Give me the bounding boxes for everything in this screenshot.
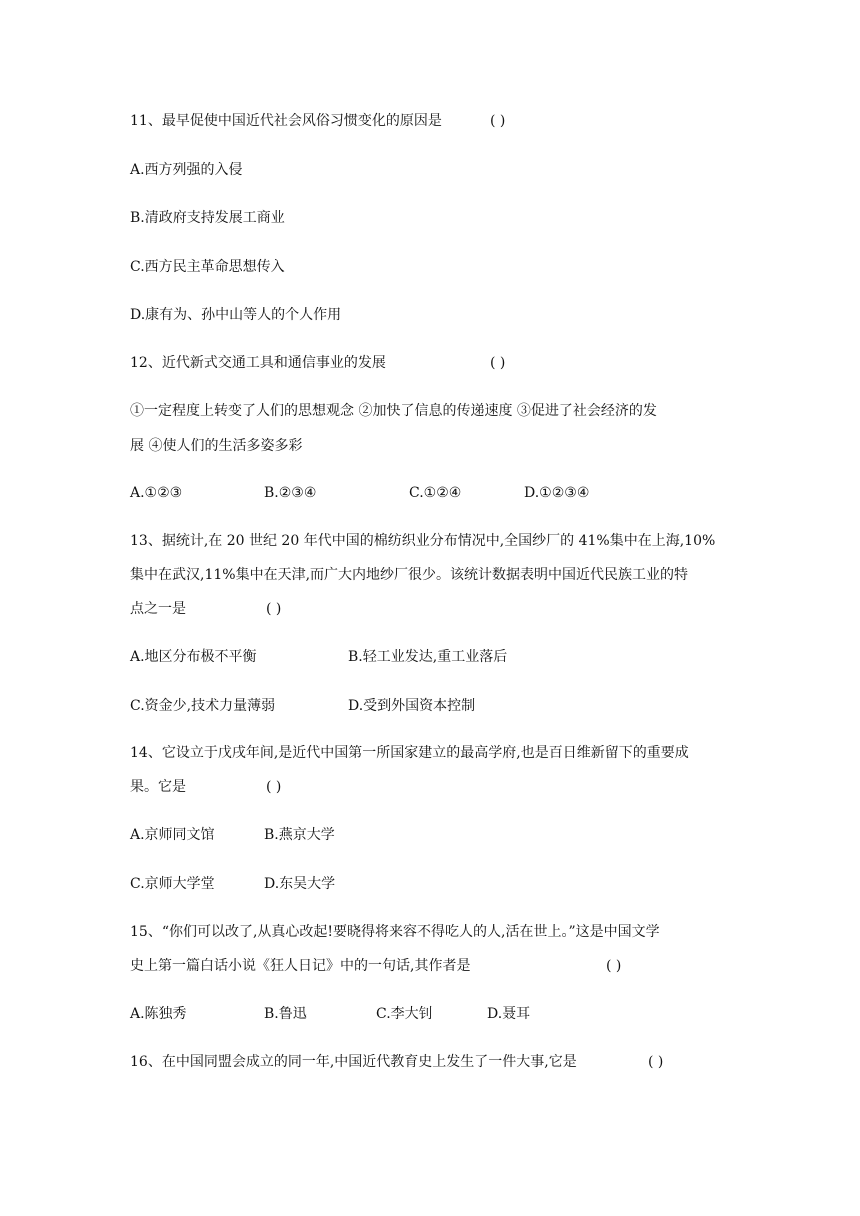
question-13-option-b: B.轻工业发达,重工业落后 — [348, 649, 508, 665]
question-12-stem: 12、近代新式交通工具和通信事业的发展 — [130, 355, 386, 371]
question-14-answer-blank: ( ) — [266, 779, 282, 795]
question-12-answer-blank: ( ) — [490, 355, 506, 371]
question-12-option-b: B.②③④ — [264, 485, 317, 501]
question-13-stem-line-2: 集中在武汉,11%集中在天津,而广大内地纱厂很少。该统计数据表明中国近代民族工业的特 — [130, 567, 689, 583]
question-14-option-c: C.京师大学堂 — [130, 876, 215, 892]
question-14-option-b: B.燕京大学 — [264, 827, 335, 843]
question-13-answer-blank: ( ) — [266, 601, 282, 617]
question-15-stem-line-2: 史上第一篇白话小说《狂人日记》中的一句话,其作者是 — [130, 958, 471, 974]
question-16-answer-blank: ( ) — [648, 1054, 664, 1070]
question-13-stem-line-3: 点之一是 — [130, 601, 186, 617]
question-14-stem-line-2: 果。它是 — [130, 779, 186, 795]
question-15-option-b: B.鲁迅 — [264, 1006, 307, 1022]
question-16-stem: 16、在中国同盟会成立的同一年,中国近代教育史上发生了一件大事,它是 — [130, 1054, 577, 1070]
question-11-answer-blank: ( ) — [490, 113, 506, 129]
question-11-option-a: A.西方列强的入侵 — [130, 162, 243, 178]
question-12-statements-line-2: 展 ④使人们的生活多姿多彩 — [130, 438, 303, 454]
question-15-answer-blank: ( ) — [606, 958, 622, 974]
question-15-option-d: D.聂耳 — [487, 1006, 531, 1022]
question-11-stem: 11、最早促使中国近代社会风俗习惯变化的原因是 — [130, 113, 442, 129]
question-14-option-a: A.京师同文馆 — [130, 827, 215, 843]
question-14-stem-line-1: 14、它设立于戊戌年间,是近代中国第一所国家建立的最高学府,也是百日维新留下的重要成 — [130, 745, 689, 761]
question-13-option-a: A.地区分布极不平衡 — [130, 649, 257, 665]
question-14-option-d: D.东吴大学 — [264, 876, 336, 892]
question-11-option-d: D.康有为、孙中山等人的个人作用 — [130, 307, 342, 323]
question-12-option-a: A.①②③ — [130, 485, 183, 501]
question-12-option-c: C.①②④ — [409, 485, 462, 501]
question-15-option-a: A.陈独秀 — [130, 1006, 187, 1022]
question-11-option-b: B.清政府支持发展工商业 — [130, 210, 285, 226]
question-12-option-d: D.①②③④ — [524, 485, 590, 501]
question-13-option-c: C.资金少,技术力量薄弱 — [130, 698, 276, 714]
question-15-option-c: C.李大钊 — [376, 1006, 433, 1022]
question-11-option-c: C.西方民主革命思想传入 — [130, 259, 285, 275]
question-15-stem-line-1: 15、“你们可以改了,从真心改起!要晓得将来容不得吃人的人,活在世上。”这是中国文学 — [130, 924, 660, 940]
question-12-statements-line-1: ①一定程度上转变了人们的思想观念 ②加快了信息的传递速度 ③促进了社会经济的发 — [130, 403, 657, 419]
question-13-stem-line-1: 13、据统计,在 20 世纪 20 年代中国的棉纺织业分布情况中,全国纱厂的 41%集中在上海,10% — [130, 533, 716, 549]
question-13-option-d: D.受到外国资本控制 — [348, 698, 476, 714]
